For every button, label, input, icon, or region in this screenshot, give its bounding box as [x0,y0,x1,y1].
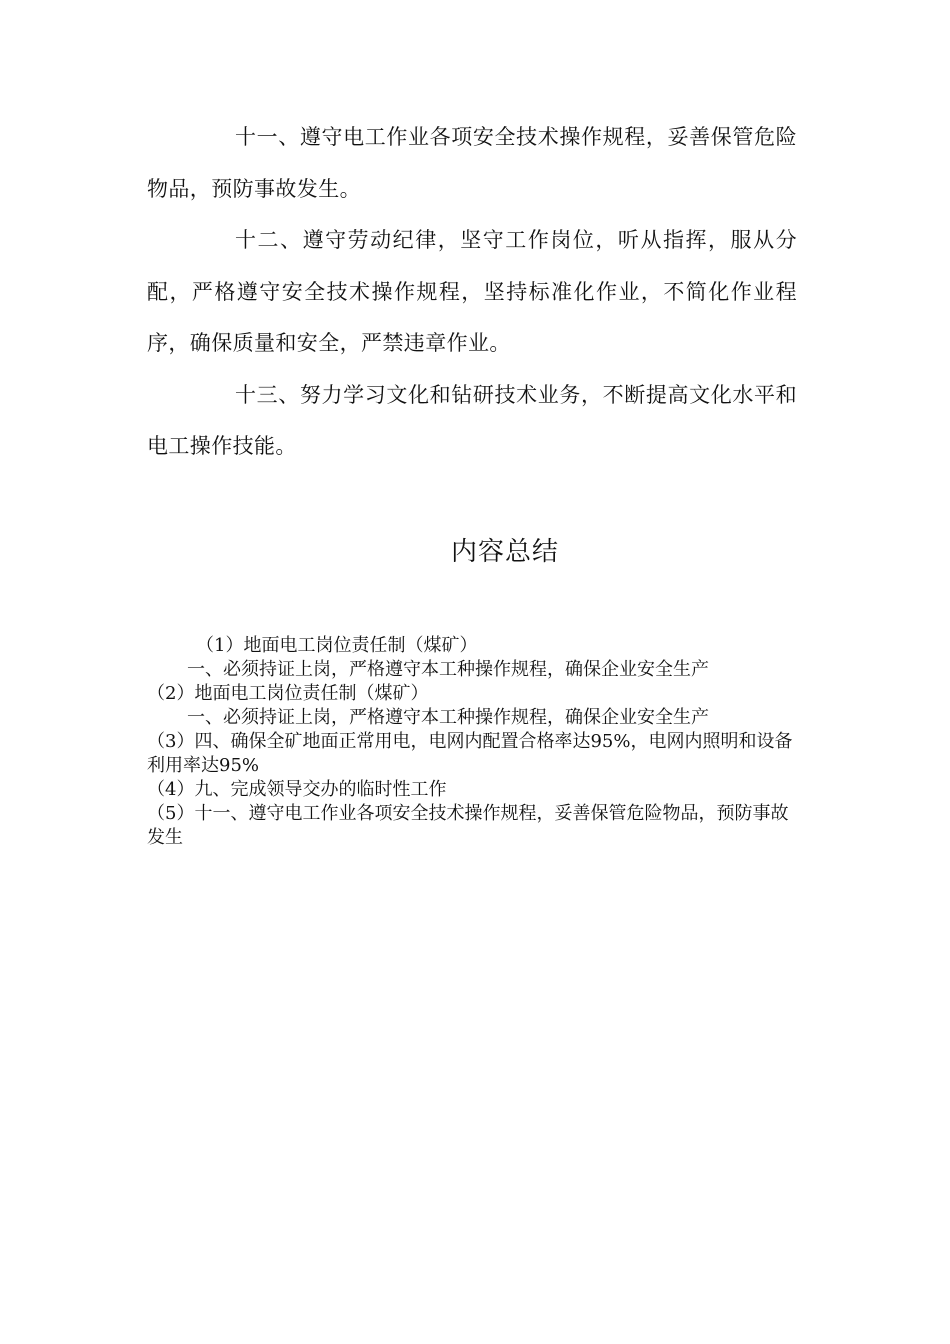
summary-item-3: （3）四、确保全矿地面正常用电，电网内配置合格率达95%，电网内照明和设备利用率达95% [147,731,793,776]
summary-item-5: （5）十一、遵守电工作业各项安全技术操作规程，妥善保管危险物品，预防事故发生 [147,803,789,848]
summary-item-2-detail: 一、必须持证上岗，严格遵守本工种操作规程，确保企业安全生产 [187,707,709,728]
summary-item-1-detail: 一、必须持证上岗，严格遵守本工种操作规程，确保企业安全生产 [187,659,709,680]
paragraph-thirteen: 十三、努力学习文化和钻研技术业务，不断提高文化水平和电工操作技能。 [147,382,797,458]
summary-item-4: （4）九、完成领导交办的临时性工作 [147,779,447,800]
paragraph-twelve: 十二、遵守劳动纪律，坚守工作岗位，听从指挥，服从分配，严格遵守安全技术操作规程，坚持标准化作业，不简化作业程序，确保质量和安全，严禁违章作业。 [147,228,797,355]
summary-item-2: （2）地面电工岗位责任制（煤矿） [147,683,429,704]
summary-title: 内容总结 [450,537,559,567]
paragraph-eleven: 十一、遵守电工作业各项安全技术操作规程，妥善保管危险物品，预防事故发生。 [147,125,797,201]
summary-item-1: （1）地面电工岗位责任制（煤矿） [196,635,478,656]
summary-list [147,634,803,850]
body-text [147,112,797,473]
